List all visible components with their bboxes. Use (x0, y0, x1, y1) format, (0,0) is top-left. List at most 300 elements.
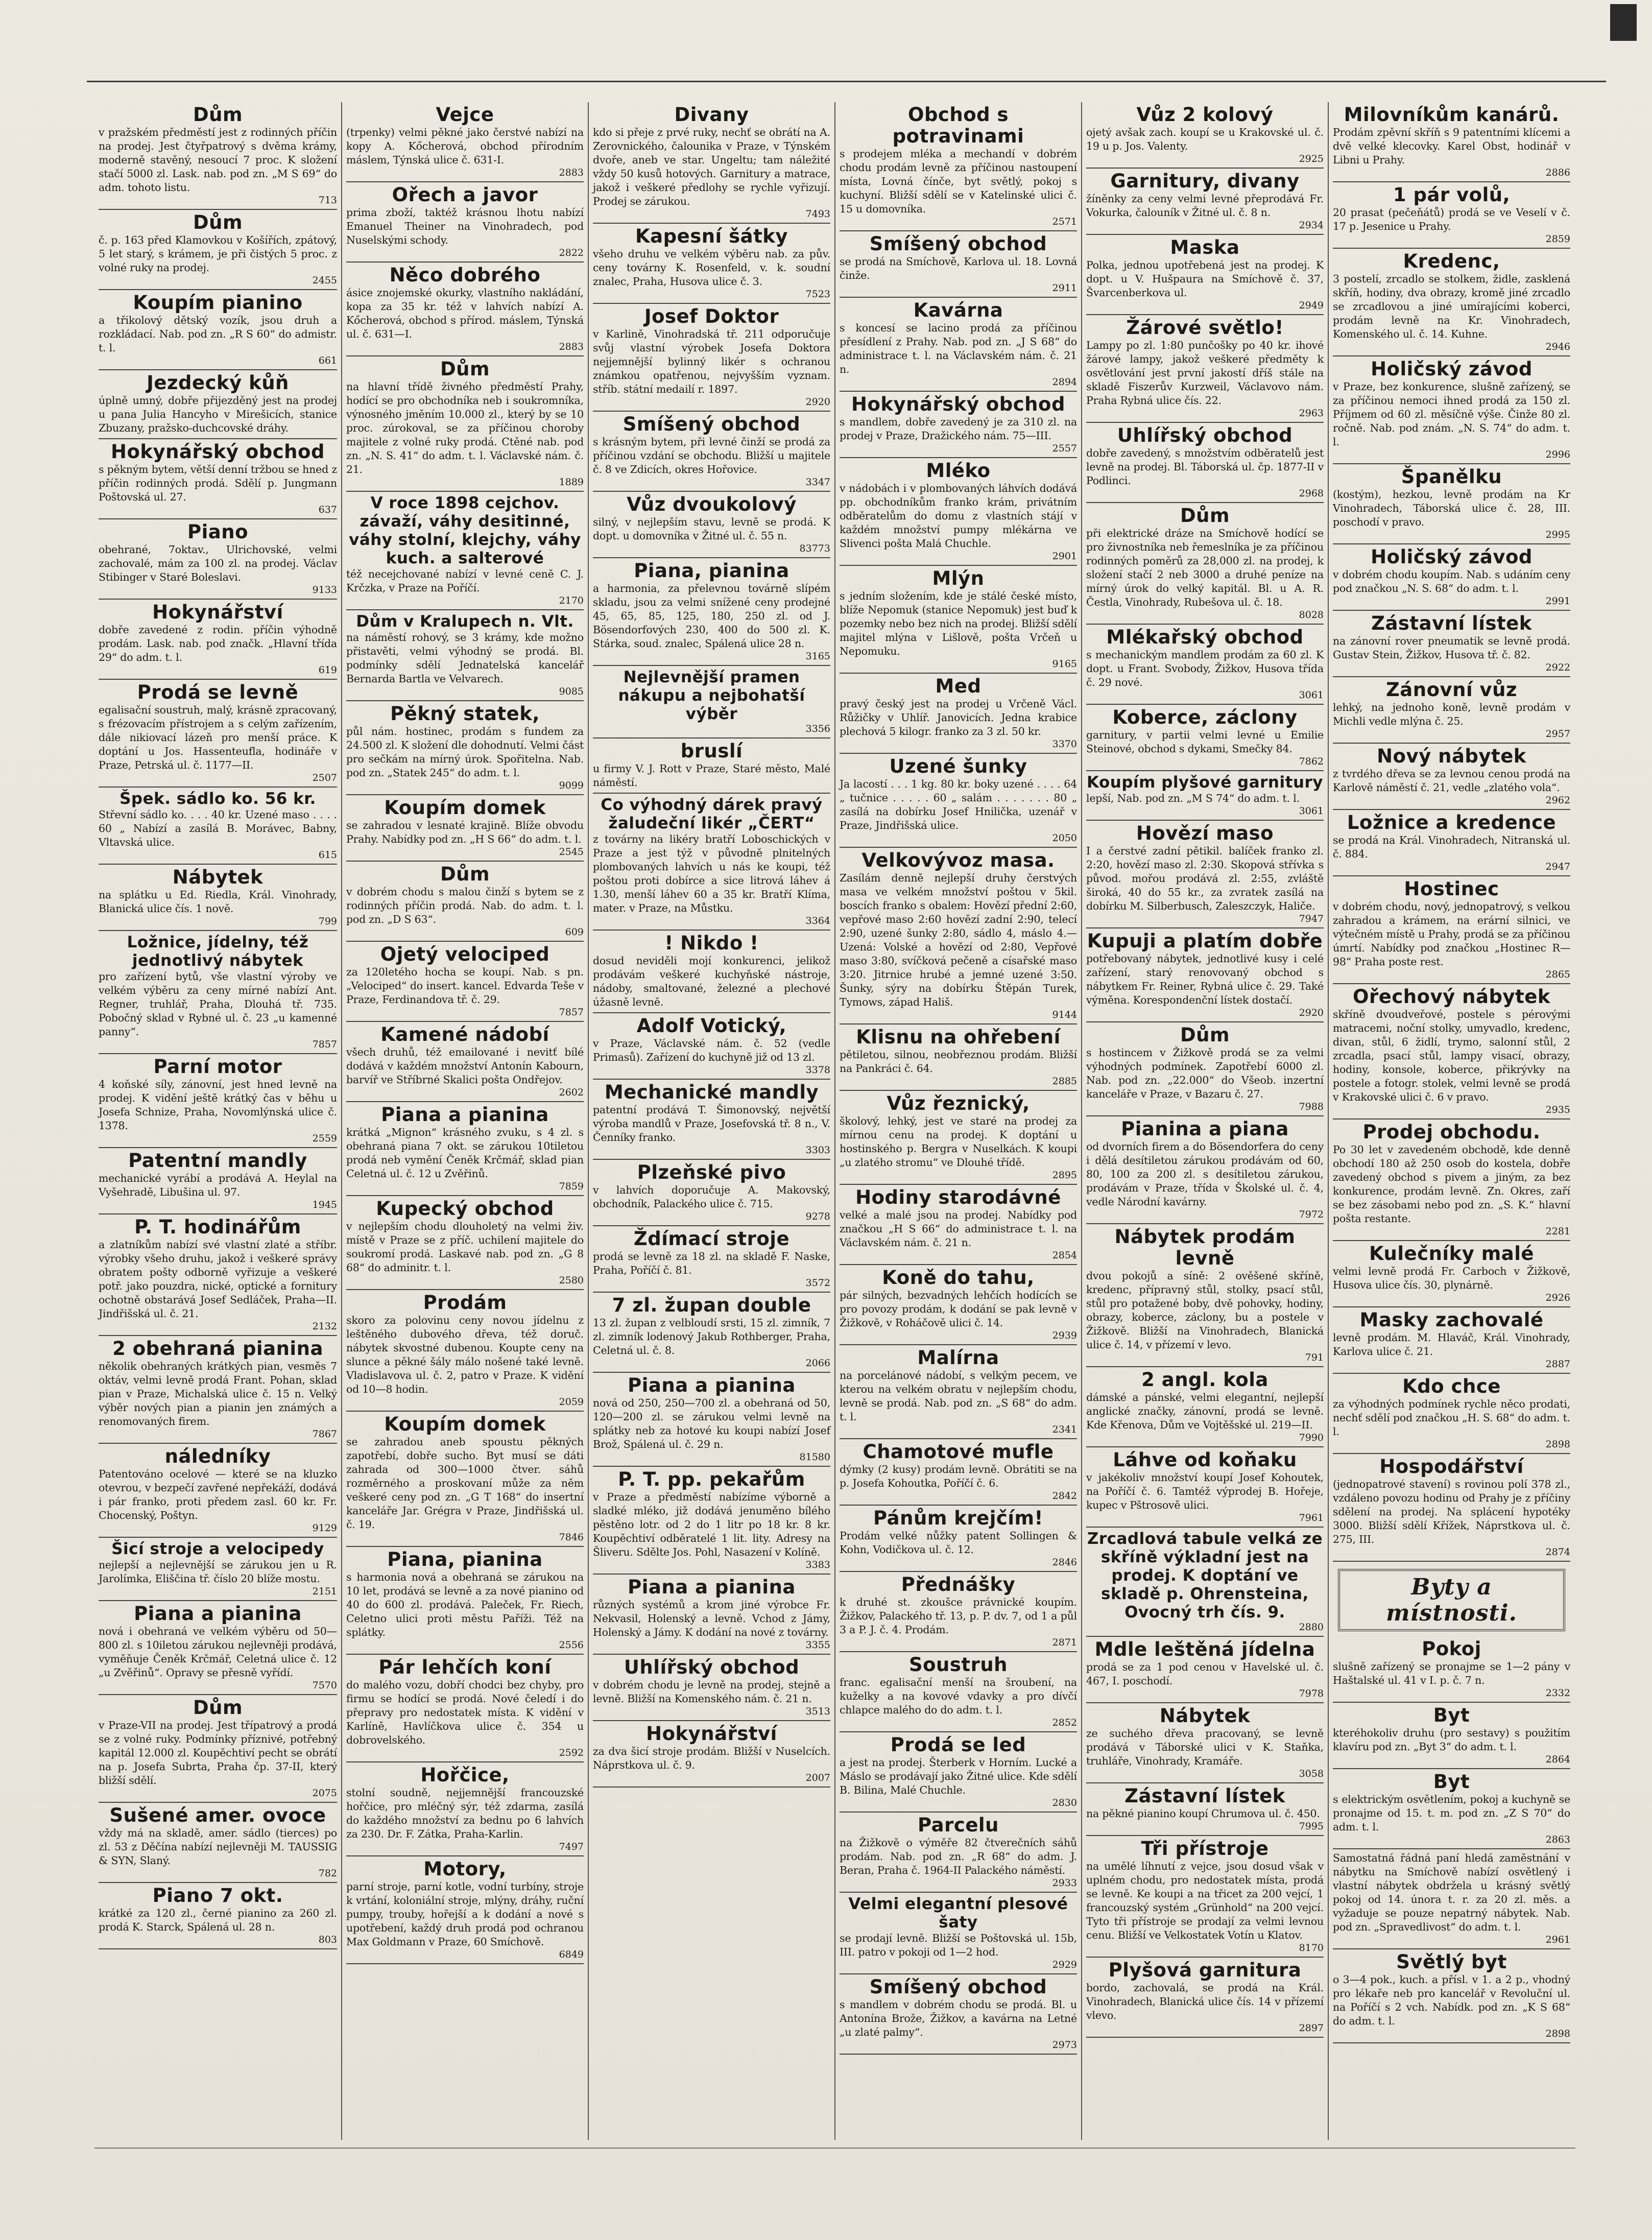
ad-heading: Mlékařský obchod (1106, 626, 1304, 648)
classified-ad (1333, 356, 1570, 464)
ad-reference-number: 3364 (805, 915, 830, 926)
ad-body: a zlatníkům nabízí své vlastní zlaté a stříbr. výrobky všeho druhu, jakož i veškeré správy obratem pošty odborně vyřizuje a veškeré potř. jako pouzdra, nické, optické a fornitury ochotně obstarává Josef Sedláček, Praha—II. Jindřišská ul. č. 21. (99, 1238, 337, 1320)
classified-ad (99, 1803, 337, 1883)
classified-ad (1333, 464, 1570, 544)
ad-body: ze suchého dřeva pracovaný, se levně prodává v Táborské ulici v K. Staňka, truhláře, Vinohrady, Kramáře. (1086, 1727, 1324, 1767)
ad-heading: Vůz dvoukolový (627, 493, 797, 515)
ad-reference-number: 3378 (805, 1064, 830, 1076)
ad-body: 13 zl. župan z velbloudí srsti, 15 zl. zimník, 7 zl. zimník lodenový Jakub Rothberger, Praha, Celetná ul. č. 8. (593, 1317, 830, 1356)
ad-heading: Klisnu na ohřebení (856, 1026, 1061, 1048)
ad-body: lehký, na jednoho koně, levně prodám v Michli vedle mlýna č. 25. (1333, 701, 1570, 727)
ad-reference-number: 2897 (1299, 2022, 1324, 2034)
ad-reference-number: 2887 (1545, 1359, 1570, 1370)
classified-ad (1086, 315, 1324, 423)
ad-reference-number: 2886 (1545, 167, 1570, 178)
ad-body: u firmy V. J. Rott v Praze, Staré město, Malé náměstí. (593, 762, 830, 789)
ad-heading: Velmi elegantní plesové šaty (848, 1895, 1068, 1932)
ad-heading: Prodá se levně (137, 681, 299, 703)
ad-body: s prodejem mléka a mechandí v dobrém chodu prodám levně za příčinou nastoupení místa, Lovná čínče, byt světlý, pokoj s kuchyní. Bližší sdělí se v Katelinské ulici č. 15 u domovníka. (840, 148, 1077, 215)
ad-heading: Chamotové mufle (863, 1441, 1054, 1463)
classified-ad (346, 610, 584, 701)
ad-body: bordo, zachovalá, se prodá na Král. Vinohradech, Blanická ulice čís. 14 v přízemí vlevo. (1086, 1982, 1324, 2021)
top-rule (87, 81, 1606, 85)
ad-body: dýmky (2 kusy) prodám levně. Obrátiti se na p. Josefa Kohoutka, Poříčí č. 6. (840, 1463, 1077, 1489)
ad-reference-number: 7947 (1299, 913, 1324, 924)
classified-ad (840, 566, 1077, 674)
ad-heading: Vůz řeznický, (887, 1092, 1030, 1114)
classified-ad (593, 1160, 830, 1226)
ad-heading: Hokynářství (152, 601, 283, 623)
ad-reference-number: 2880 (1299, 1622, 1324, 1633)
ad-reference-number: 2571 (1052, 216, 1077, 227)
classified-ad (840, 102, 1077, 231)
classified-ad (1086, 928, 1324, 1022)
ad-reference-number: 3061 (1299, 805, 1324, 817)
ad-heading: Holičský závod (1371, 546, 1533, 568)
ad-body: (kostým), hezkou, levně prodám na Kr Vinohradech, Táborská ulice č. 28, III. poschodí v pravo. (1333, 488, 1570, 528)
ad-reference-number: 3370 (1052, 738, 1077, 750)
ad-reference-number: 2939 (1052, 1330, 1077, 1341)
classified-ad (346, 1022, 584, 1102)
ad-heading: Pokoj (1422, 1638, 1481, 1660)
ad-heading: Špek. sádlo ko. 56 kr. (119, 790, 316, 808)
classified-ad (1086, 821, 1324, 928)
ad-body: se zahradou aneb spoustu pěkných zapotřebí, dobře sucho. Byt musí se dáti zahrada od 300—1000 čtver. sáhů rozměrného a proskovaní může za něm veškeré ceny pod zn. „G T 168“ do insertní kanceláře Jar. Grégra v Praze, Jindřišská ul. č. 19. (346, 1436, 584, 1531)
ad-heading: Piana, pianina (387, 1548, 543, 1570)
classified-ad (593, 931, 830, 1013)
ad-reference-number: 2507 (312, 772, 337, 783)
ad-reference-number: 7493 (805, 208, 830, 220)
ad-heading: Ždímací stroje (633, 1228, 790, 1250)
ad-body: žíněnky za ceny velmi levné přeprodává Fr. Vokurka, čalouník v Žitné ul. č. 8 n. (1086, 193, 1324, 219)
ad-body: prodá se levně za 18 zl. na skladě F. Naske, Praha, Poříčí č. 81. (593, 1250, 830, 1276)
ad-reference-number: 2920 (805, 396, 830, 408)
ad-reference-number: 6849 (559, 1949, 584, 1960)
ad-heading: Dům (193, 1697, 243, 1719)
ad-body: I a čerstvé zadní pětikil. balíček franko zl. 2:20, hovězí maso zl. 2:30. Skopová střívka s původ. mořou prodává zl. 2:55, zvláště široká, 40 do 55 kr., za zvratek zasílá na dobírku M. Silberbusch, Zaleszczyk, Haliče. (1086, 845, 1324, 912)
ad-heading: Parní motor (153, 1056, 282, 1078)
ad-body: též necejchované nabízí v levné ceně C. J. Krčzka, v Praze na Poříčí. (346, 568, 584, 594)
ad-heading: Prodej obchodu. (1362, 1121, 1541, 1143)
ad-heading: Adolf Votický, (636, 1015, 787, 1037)
ad-body: v Karlině, Vinohradská tř. 211 odporučuje svůj vlastní výrobek Josefa Doktora nejjemnější bylinný likér s ochranou známkou opatřenou, nejvyšším vyznam. stříb. státní medailí r. 1897. (593, 328, 830, 395)
ad-heading: Josef Doktor (644, 305, 779, 327)
ad-heading: Dům (193, 211, 243, 233)
ad-reference-number: 2933 (1052, 1877, 1077, 1889)
classified-ad (346, 795, 584, 862)
classified-ad (99, 439, 337, 519)
ad-heading: Hospodářství (1379, 1456, 1524, 1478)
classified-ad (1086, 169, 1324, 235)
ad-heading: Uhlířský obchod (1117, 424, 1293, 446)
ad-reference-number: 2842 (1052, 1490, 1077, 1502)
ad-reference-number: 2859 (1545, 233, 1570, 245)
ad-body: s mandlem, dobře zavedený je za 310 zl. na prodej v Praze, Dražického nám. 75—III. (840, 416, 1077, 442)
ad-reference-number: 2929 (1052, 1959, 1077, 1970)
classified-ad (346, 701, 584, 795)
classified-ad (1086, 625, 1324, 705)
ad-heading: Maska (1170, 236, 1240, 258)
ad-heading: Hořčice, (420, 1764, 510, 1786)
classified-ad (840, 1652, 1077, 1732)
ad-body: nová od 250, 250—700 zl. a obehraná od 50, 120—200 zl. se zárukou velmi levně na splátky neb za hotové ku koupi nabízí Josef Brož, Spálená ul. č. 29 n. (593, 1397, 830, 1450)
ad-heading: 1 pár volů, (1393, 184, 1511, 206)
ad-reference-number: 2898 (1545, 1439, 1570, 1450)
classified-ad (1333, 1241, 1570, 1307)
classified-ad (1333, 677, 1570, 744)
ad-reference-number: 2894 (1052, 376, 1077, 388)
classified-ad (840, 1506, 1077, 1572)
ad-heading: Hovězí maso (1136, 822, 1274, 844)
ad-reference-number: 2545 (559, 846, 584, 857)
classified-ad (593, 558, 830, 666)
ad-body: Ja lacostí . . . 1 kg. 80 kr. boky uzené . . . . 64 „ tučnice . . . . . 60 „ salám . . . . . . . 80 „ zasílá na dobírku Josef Hnilička, uzenář v Praze, Jindřišská ulice. (840, 778, 1077, 831)
classified-ad (840, 1091, 1077, 1185)
classified-ad (593, 1575, 830, 1655)
ad-body: v nejlepším chodu dlouholetý na velmi živ. místě v Praze se z příč. uchilení majitele do soukromí prodá. Laskavé nab. pod zn. „G 8 68“ do adminitr. t. l. (346, 1220, 584, 1274)
ad-body: (trpenky) velmi pěkné jako čerstvé nabízí na kopy A. Kőcherová, obchod přírodním máslem, Týnská ulice č. 631-I. (346, 126, 584, 166)
ad-body: s mechanickým mandlem prodám za 60 zl. K dopt. u Frant. Svobody, Žižkov, Husova třída č. 29 nové. (1086, 649, 1324, 688)
ad-reference-number: 9144 (1052, 1009, 1077, 1020)
classified-ad (840, 1185, 1077, 1265)
column-2 (341, 102, 588, 2140)
classified-ad (840, 1572, 1077, 1652)
ad-body: obehrané, 7oktav., Ulrichovské, velmi zachovalé, mám za 100 zl. na prodej. Václav Stibinger v Staré Boleslavi. (99, 543, 337, 583)
ad-body: se prodá na Smíchově, Karlova ul. 18. Lovná činže. (840, 255, 1077, 281)
ad-heading: náledníky (164, 1445, 271, 1467)
classified-ad (346, 182, 584, 263)
ad-body: v jakékoliv množství koupí Josef Kohoutek, na Poříčí č. 6. Tamtéž výprodej B. Hořeje, kupec v Pštrosově ulici. (1086, 1471, 1324, 1511)
classified-ad (346, 942, 584, 1022)
ad-reference-number: 2059 (559, 1396, 584, 1408)
ad-body: na zánovní rover pneumatik se levně prodá. Gustav Stein, Žižkov, Husova tř. č. 82. (1333, 635, 1570, 661)
ad-body: potřebovaný nábytek, jednotlivé kusy i celé zařízení, starý renovovaný obchod s nábytkem Fr. Reiner, Rybná ulice č. 29. Také výměna. Korespondenční lístek dostačí. (1086, 952, 1324, 1006)
classified-ad (840, 1265, 1077, 1345)
ad-heading: Soustruh (908, 1654, 1008, 1676)
ad-reference-number: 2852 (1052, 1717, 1077, 1728)
ad-body: a třikolový dětský vozík, jsou druh a rozkládací. Nab. pod zn. „R S 60“ do admistr. t. l. (99, 314, 337, 354)
ad-body: pravý český jest na prodej u Vrčeně Václ. Růžičky v Uhlíř. Janovicích. Jedna krabice plechová 5 kilogr. franko za 3 zl. 50 kr. (840, 698, 1077, 737)
ad-body: levně prodám. M. Hlaváč, Král. Vinohrady, Karlova ulice č. 21. (1333, 1331, 1570, 1357)
ad-body: na umělé líhnutí z vejce, jsou dosud však v uplném chodu, pro nedostatek místa, prodá se levně. Ke koupi a na třicet za 200 vejcí, 1 francouzský systém „Grünhold“ na 200 vejcí. Tyto tři přístroje se prodají za velmi levnou cenu. Bližší ve Velkostatek Votín u Klatov. (1086, 1860, 1324, 1941)
ad-reference-number: 2963 (1299, 408, 1324, 419)
ad-heading: Piana, pianina (634, 560, 789, 582)
ad-heading: Kupecký obchod (376, 1198, 554, 1220)
ad-reference-number: 7846 (559, 1532, 584, 1543)
ad-reference-number: 9099 (559, 780, 584, 791)
ad-heading: Tři přístroje (1141, 1838, 1269, 1860)
ad-heading: Pianina a piana (1121, 1118, 1289, 1140)
classified-columns (94, 102, 1575, 2140)
ad-body: do malého vozu, dobří chodci bez chyby, pro firmu se hodící se prodá. Nové čeledí i do přepravy pro nedostatek místa. K vidění v Karlíně, Havlíčkova ulice č. 354 u dobrovelského. (346, 1679, 584, 1746)
ad-heading: Dům (440, 863, 490, 885)
ad-reference-number: 7867 (312, 1428, 337, 1440)
ad-reference-number: 2946 (1545, 341, 1570, 352)
ad-heading: Hokynářský obchod (111, 441, 325, 463)
ad-body: prodá se za 1 pod cenou v Havelské ul. č. 467, I. poschodí. (1086, 1661, 1324, 1687)
ad-reference-number: 3383 (805, 1559, 830, 1570)
ad-heading: Mdle leštěná jídelna (1094, 1638, 1315, 1660)
corner-crop-mark (1610, 4, 1637, 41)
ad-body: se prodá na Král. Vinohradech, Nitranská ul. č. 884. (1333, 834, 1570, 860)
classified-ad (346, 356, 584, 492)
ad-body: 20 prasat (pečeňátů) prodá se ve Veselí v č. 17 p. Jesenice u Prahy. (1333, 206, 1570, 232)
ad-reference-number: 83773 (799, 543, 830, 554)
ad-reference-number: 2911 (1052, 282, 1077, 294)
ad-heading: Hokynářský obchod (851, 393, 1065, 415)
classified-ad (346, 1196, 584, 1290)
classified-ad (99, 931, 337, 1054)
ad-heading: Zánovní vůz (1385, 679, 1518, 701)
classified-ad (346, 1856, 584, 1964)
ad-heading: Smíšený obchod (623, 413, 801, 435)
ad-reference-number: 2602 (559, 1087, 584, 1098)
ad-heading: P. T. pp. pekařům (618, 1468, 805, 1490)
ad-reference-number: 2995 (1545, 529, 1570, 540)
ad-body: ojetý avšak zach. koupí se u Krakovské ul. č. 19 u p. Jos. Valenty. (1086, 126, 1324, 152)
ad-body: mechanické vyrábí a prodává A. Heylal na Vyšehradě, Libušina ul. 97. (99, 1172, 337, 1198)
classified-ad (1333, 1703, 1570, 1769)
ad-body: stolní soudně, nejjemnější francouzské hořčice, pro mléčný sýr, též zdarma, zasílá do každého množství za bednu po 6 lahvích za 230. Dr. F. Zátka, Praha-Karlin. (346, 1786, 584, 1840)
ad-reference-number: 2854 (1052, 1250, 1077, 1261)
ad-heading: Holičský závod (1371, 358, 1533, 380)
classified-ad (840, 1345, 1077, 1439)
ad-body: dobře zavedený, s množstvím odběratelů jest levně na prodej. Bl. Táborská ul. čp. 1877-II v Podlinci. (1086, 447, 1324, 487)
ad-body: parní stroje, parní kotle, vodní turbíny, stroje k vrtání, koloniální stroje, mlýny, dráhy, ruční pumpy, trouby, hořejší a k dodání a nové s upotřebení, každý druh prodá pod ochranou Max Goldmann v Praze, 60 Smíchově. (346, 1880, 584, 1948)
ad-body: různých systémů a krom jiné výrobce Fr. Nekvasil, Holenský a levně. Vchod z Jámy, Holenský a Jámy. K dodání na nové z továrny. (593, 1599, 830, 1638)
classified-ad (593, 1373, 830, 1467)
ad-heading: Co výhodný dárek pravý žaludeční likér „ČERT“ (601, 796, 823, 832)
column-6 (1328, 102, 1574, 2140)
ad-reference-number: 7978 (1299, 1688, 1324, 1699)
ad-heading: Sušené amer. ovoce (109, 1804, 326, 1826)
ad-heading: Obchod s potravinami (892, 104, 1024, 147)
ad-heading: Velkovývoz masa. (861, 849, 1055, 871)
ad-body: v Praze, bez konkurence, slušně zařízený, se za příčinou nemoci ihned prodá za 150 zl. Příjmem od 60 zl. měsíčně výše. Činže 80 zl. ročně. Nab. pod znám. „N. S. 74“ do adm. t. l. (1333, 380, 1570, 448)
ad-reference-number: 2961 (1545, 1934, 1570, 1945)
ad-body: vždy má na skladě, amer. sádlo (tierces) po zl. 53 z Děčína nabízí nejlevněji M. TAUSSIG & SYN, Slaný. (99, 1827, 337, 1867)
classified-ad (346, 1762, 584, 1856)
classified-ad (99, 210, 337, 290)
ad-body: a jest na prodej. Šterberk v Horním. Lucké a Máslo se prodávají jako Žitné ulice. Kde sdělí B. Bilina, Malé Chuchle. (840, 1756, 1077, 1796)
ad-body: v Praze, Václavské nám. č. 52 (vedle Primasů). Zařízení do kuchyně již od 13 zl. (593, 1037, 830, 1063)
ad-reference-number: 7972 (1299, 1209, 1324, 1220)
ad-heading: Garnitury, divany (1110, 170, 1300, 192)
ad-heading: Koupím domek (384, 1413, 546, 1435)
ad-reference-number: 7523 (805, 289, 830, 300)
classified-ad (1333, 544, 1570, 611)
ad-heading: Nejlevnější pramen nákupu a nejbohatší výběr (618, 668, 805, 723)
ad-reference-number: 2947 (1545, 861, 1570, 872)
classified-ad (840, 1732, 1077, 1813)
classified-ad (99, 290, 337, 370)
classified-ad (593, 738, 830, 794)
classified-ad (1086, 771, 1324, 821)
ad-body: Lampy po zl. 1:80 punčošky po 40 kr. ihové žárové lampy, jakož veškeré předměty k osvětlování jest první jakostí dříš stále na skladě Fiszerův Kurzweil, Václavovo nám. Praha Rybná ulice čís. 22. (1086, 339, 1324, 407)
classified-ad (840, 674, 1077, 754)
ad-reference-number: 2874 (1545, 1546, 1570, 1558)
ad-reference-number: 661 (318, 355, 337, 366)
classified-ad (840, 1024, 1077, 1091)
ad-heading: Ložnice, jídelny, též jednotlivý nábytek (127, 933, 309, 970)
classified-ad (593, 1293, 830, 1373)
ad-reference-number: 2973 (1052, 2039, 1077, 2051)
classified-ad (1333, 611, 1570, 677)
ad-reference-number: 2865 (1545, 969, 1570, 980)
classified-ad (99, 865, 337, 931)
ad-heading: Hokynářství (646, 1723, 777, 1745)
ad-heading: Plzeňské pivo (637, 1161, 786, 1183)
ad-body: kteréhokoliv druhu (pro sestavy) s použitím klavíru pod zn. „Byt 3“ do adm. t. l. (1333, 1727, 1570, 1753)
ad-body: úplně umný, dobře přijezděný jest na prodej u pana Julia Hancyho v Mirešicích, stanice Zbuzany, pražsko-duchcovské dráhy. (99, 394, 337, 434)
ad-reference-number: 3303 (805, 1145, 830, 1156)
ad-reference-number: 3165 (805, 651, 830, 662)
classified-ad (1333, 1374, 1570, 1454)
ad-heading: Dům (193, 104, 243, 126)
ad-heading: V roce 1898 cejchov. závaží, váhy desitinné, váhy stolní, klejchy, váhy kuch. a salterové (349, 494, 581, 567)
ad-body: egalisační soustruh, malý, krásně zpracovaný, s frézovacím přístrojem a s celým zařízením, dále nikiovací lázeň pro menší práce. K doptání u Jos. Hassenteufla, hodináře v Praze, Petrská ul. č. 1177—II. (99, 704, 337, 771)
ad-reference-number: 2341 (1052, 1424, 1077, 1435)
ad-body: na náměstí rohový, se 3 krámy, kde možno přistavěti, velmi výhodný se prodá. Bl. podmínky sdělí Jednatelská kancelář Bernarda Bartla ve Velvarech. (346, 631, 584, 685)
classified-ad (593, 304, 830, 412)
ad-reference-number: 2556 (559, 1639, 584, 1651)
ad-body: Polka, jednou upotřebená jest na prodej. K dopt. u V. Hušpaura na Smíchově č. 37, Švarcenberkova ul. (1086, 259, 1324, 299)
ad-reference-number: 2170 (559, 595, 584, 606)
ad-heading: Nový nábytek (1377, 745, 1526, 767)
ad-heading: Španělku (1401, 466, 1502, 488)
classified-ad (1333, 249, 1570, 356)
ad-reference-number: 2846 (1052, 1557, 1077, 1568)
classified-ad (593, 1013, 830, 1080)
ad-heading: Piana a pianina (134, 1603, 302, 1625)
ad-reference-number: 2050 (1052, 832, 1077, 844)
ad-reference-number: 637 (318, 504, 337, 515)
ad-body: několik obehraných krátkých pian, vesměs 7 oktáv, velmi levně prodá Frant. Pohan, sklad pian v Praze, Michalská ulice č. 15 n. Velký výběr nových pian a pianin jen známých a renomovaných firem. (99, 1360, 337, 1427)
ad-heading: Dům (1180, 1024, 1230, 1046)
ad-body: silný, v nejlepším stavu, levně se prodá. K dopt. u domovníka v Žitné ul. č. 55 n. (593, 516, 830, 542)
classified-ad (1086, 1637, 1324, 1703)
ad-reference-number: 3572 (805, 1277, 830, 1289)
classified-ad (840, 1439, 1077, 1506)
ad-reference-number: 7857 (312, 1039, 337, 1050)
ad-reference-number: 2898 (1545, 2028, 1570, 2039)
ad-body: se prodají levně. Bližší se Poštovská ul. 15b, III. patro v pokoji od 1—2 hod. (840, 1932, 1077, 1958)
ad-body: s krásným bytem, při levné činží se prodá za příčinou vzdání se obchodu. Bližší u majitele č. 8 ve Zdicích, okres Hořovice. (593, 436, 830, 475)
ad-heading: Ložnice a kredence (1347, 812, 1557, 833)
classified-ad (99, 1695, 337, 1803)
ad-heading: Pár lehčích koní (378, 1656, 552, 1678)
ad-heading: Hodiny starodávné (855, 1186, 1061, 1208)
ad-reference-number: 2926 (1545, 1292, 1570, 1303)
ad-heading: Prodá se led (890, 1734, 1026, 1756)
classified-ad (840, 231, 1077, 298)
ad-reference-number: 9129 (312, 1522, 337, 1534)
ad-reference-number: 3513 (805, 1706, 830, 1717)
ad-reference-number: 2592 (559, 1747, 584, 1758)
ad-reference-number: 2885 (1052, 1076, 1077, 1087)
classified-ad (1333, 1636, 1570, 1703)
classified-ad (1086, 1528, 1324, 1637)
classified-ad (1086, 1022, 1324, 1116)
ad-heading: Koberce, záclony (1112, 706, 1298, 728)
ad-body: dobře zavedené z rodin. příčin výhodně prodám. Lask. nab. pod značk. „Hlavní třída 29“ do adm. t. l. (99, 624, 337, 663)
ad-reference-number: 2922 (1545, 662, 1570, 673)
ad-heading: Láhve od koňaku (1113, 1449, 1297, 1471)
ad-heading: Koupím domek (384, 797, 546, 819)
ad-body: na pěkné pianino koupí Chrumova ul. č. 450. (1086, 1807, 1320, 1820)
ad-body: z tvrdého dřeva se za levnou cenou prodá na Karlově náměstí č. 21, vedle „zlatého vola“. (1333, 768, 1570, 794)
ad-body: na Žižkově o výměře 82 čtverečních sáhů prodám. Nab. pod zn. „R 68“ do adm. J. Beran, Praha č. 1964-II Palackého náměstí. (840, 1837, 1077, 1876)
classified-ad (1086, 1224, 1324, 1367)
ad-body: prima zboží, taktéž krásnou lhotu nabízí Emanuel Theiner na Vinohradech, pod Nuselskými schody. (346, 206, 584, 246)
ad-body: na splátku u Ed. Riedla, Král. Vinohrady, Blanická ulice čís. 1 nově. (99, 889, 337, 915)
footer-rule (94, 2148, 1575, 2149)
classified-ad (346, 1102, 584, 1196)
ad-heading: Smíšený obchod (869, 1976, 1047, 1998)
ad-reference-number: 7570 (312, 1680, 337, 1691)
ad-heading: Parcelu (918, 1814, 999, 1836)
ad-reference-number: 2066 (805, 1357, 830, 1369)
ad-heading: Zrcadlová tabule velká ze skříně výkladní jest na prodej. K doptání ve skladě p. Ohrensteina, Ovocný trh čís. 9. (1087, 1530, 1323, 1622)
ad-reference-number: 8028 (1299, 609, 1324, 621)
ad-reference-number: 2075 (312, 1788, 337, 1799)
ad-reference-number: 81580 (799, 1451, 830, 1463)
classified-ad (99, 680, 337, 788)
ad-body: nejlepší a nejlevnější se zárukou jen u R. Jarolímka, Eliščina tř. číslo 20 blíže mostu. (99, 1559, 337, 1585)
ad-reference-number: 7859 (559, 1181, 584, 1192)
ad-body: Zasílám denně nejlepší druhy čerstvých masa ve velkém množství poštou v 5kil. boscích franko s obalem: Hovězí přední 2:60, vepřové maso 2:60 hovězí zadní 2:90, telecí 2:90, uzené šunky 2:80, sádlo 4, máslo 4.— Uzená: Volské a hovězí od 2:80, Vepřové maso 3:80, svíčková pečeně a císařské maso 3:20. Jitrnice hrubé a jemné uzené 3:50. Šunky, sýry na dobírku Štěpán Turek, Tymows, západ Hališ. (840, 872, 1077, 1008)
classified-ad (1086, 423, 1324, 503)
ad-body: za 120letého hocha se koupí. Nab. s pn. „Velociped“ do insert. kancel. Edvarda Teše v Praze, Ferdinandova tř. č. 29. (346, 966, 584, 1006)
ad-body: v lahvích doporučuje A. Makovský, obchodník, Palackého ulice č. 715. (593, 1184, 830, 1210)
ad-body: dvou pokojů a síně: 2 ověšené skříně, kredenc, přípravný stůl, stolky, psací stůl, stůl pro potažené boby, dvě pohovky, hodiny, obrazy, koberce, záclony, bu a postele v Žižkově. Bližší na Vinohradech, Blanická ulice č. 14, v přízemí v levo. (1086, 1270, 1324, 1351)
ad-reference-number: 619 (318, 664, 337, 676)
classified-ad (840, 392, 1077, 458)
column-5 (1081, 102, 1328, 2140)
ad-reference-number: 3355 (805, 1639, 830, 1651)
classified-ad (1333, 1454, 1570, 1562)
ad-reference-number: 2996 (1545, 449, 1570, 460)
ad-reference-number: 2151 (312, 1586, 337, 1597)
classified-ad (840, 298, 1077, 392)
ad-reference-number: 609 (565, 926, 584, 938)
classified-ad (1086, 1783, 1324, 1836)
ad-heading: bruslí (680, 740, 743, 762)
ad-heading: Světlý byt (1396, 1951, 1507, 1973)
ad-reference-number: 7961 (1299, 1512, 1324, 1523)
ad-body: za dva šicí stroje prodám. Bližší v Nuselcích. Náprstkova ul. č. 9. (593, 1745, 830, 1771)
ad-heading: Plyšová garnitura (1108, 1959, 1302, 1981)
classified-ad (1333, 182, 1570, 249)
ad-body: půl nám. hostinec, prodám s fundem za 24.500 zl. K složení dle dohodnutí. Velmi část pro sečkám na mírný úrok. Spořitelna. Nab. pod zn. „Statek 245“ do adm. t. l. (346, 725, 584, 779)
ad-reference-number: 2957 (1545, 728, 1570, 740)
classified-ad (1086, 102, 1324, 169)
ad-body: krátké za 120 zl., černé pianino za 260 zl. prodá K. Starck, Spálená ul. 28 n. (99, 1907, 337, 1933)
section-heading: Byty a místnosti. (1386, 1574, 1517, 1626)
ad-body: v dobrém chodu je levně na prodej, stejně a levně. Bližší na Komenského nám. č. 21 n. (593, 1679, 830, 1705)
classified-ad (1086, 1367, 1324, 1447)
ad-body: s hostincem v Žižkově prodá se za velmi výhodných podmínek. Zapotřebí 6000 zl. Nab. pod zn. „22.000“ do Všeob. inzertní kanceláře v Praze, v Bazaru č. 27. (1086, 1046, 1324, 1100)
classified-ad (346, 492, 584, 610)
classified-ad (593, 1226, 830, 1293)
ad-body: s koncesí se lacino prodá za příčinou přesídlení z Prahy. Nab. pod zn. „J S 68“ do administrace t. l. na Václavském nám. č. 21 n. (840, 322, 1077, 375)
ad-body: velké a malé jsou na prodej. Nabídky pod značkou „H S 66“ do administrace t. l. na Václavském nám. č. 21 n. (840, 1209, 1077, 1249)
ad-body: garnitury, v partii velmi levné u Emilie Steinové, obchod s dykami, Smečky 84. (1086, 729, 1324, 755)
ad-heading: Mechanické mandly (604, 1081, 819, 1103)
ad-body: slušně zařízený se pronajme se 1—2 pány v Haštalské ul. 41 v I. p. č. 7 n. (1333, 1660, 1570, 1686)
ad-body: patentní prodává T. Šimonovský, největší výroba mandlů v Praze, Josefovská tř. 8 n., V. Čenníky franko. (593, 1104, 830, 1143)
ad-body: nová i obehraná ve velkém výběru od 50—800 zl. s 10iletou zárukou nejlevněji prodává, vyměňuje Čeněk Krčmář, Celetná ulice č. 12 „u Zvěřinů“. Opravy se přesně vyřídí. (99, 1625, 337, 1679)
